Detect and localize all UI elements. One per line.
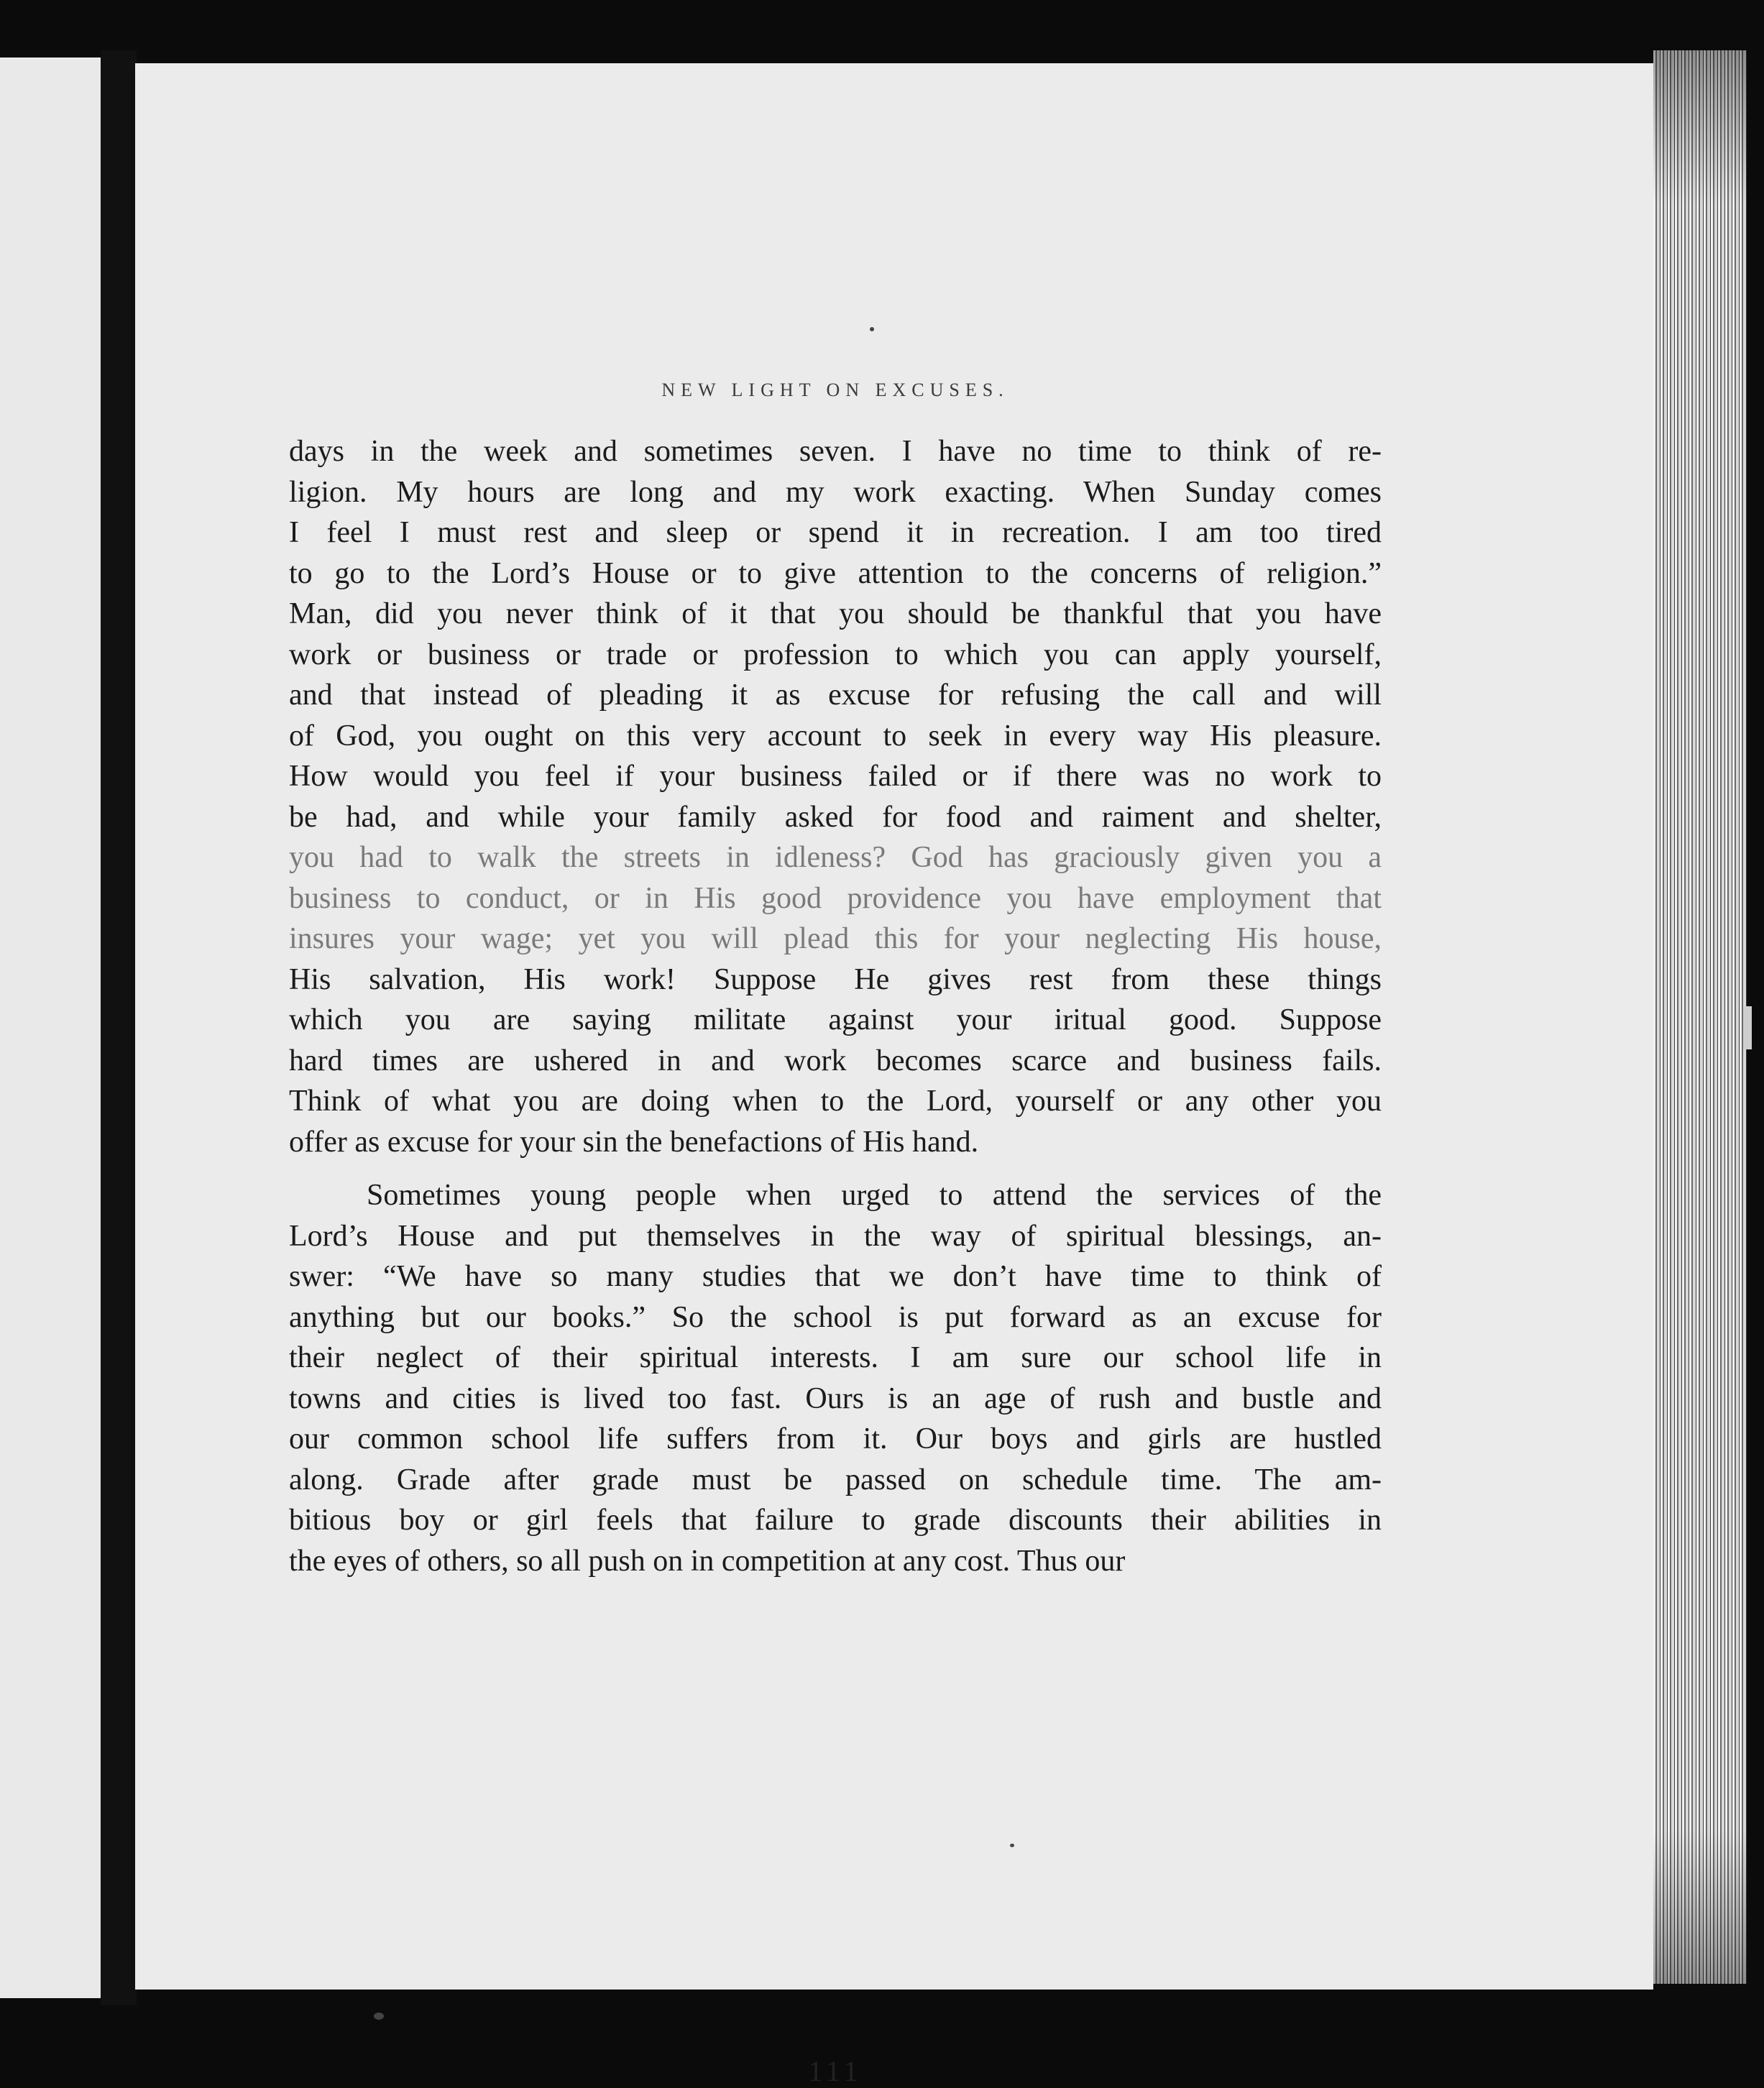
text-line: insures your wage; yet you will plead this for your neglecting His house, [289, 922, 1382, 955]
running-head: NEW LIGHT ON EXCUSES. [661, 380, 1009, 400]
text-line: our common school life suffers from it. Our boys and girls are hustled [289, 1422, 1382, 1455]
book-gutter [101, 50, 137, 2005]
text-line: ligion. My hours are long and my work exacting. When Sunday comes [289, 475, 1382, 509]
paragraph [289, 1175, 1382, 1581]
facing-page-edge [0, 58, 101, 1998]
text-line: swer: “We have so many studies that we don’t have time to think of [289, 1260, 1382, 1293]
text-line: Sometimes young people when urged to attend the services of the [367, 1179, 1382, 1212]
text-line: hard times are ushered in and work becomes scarce and business fails. [289, 1044, 1382, 1077]
page-edge-mark [1743, 1006, 1752, 1049]
paragraph-gap [289, 1162, 1382, 1175]
dust-speck [374, 2013, 384, 2020]
text-line: I feel I must rest and sleep or spend it in recreation. I am too tired [289, 516, 1382, 549]
text-line: the eyes of others, so all push on in competition at any cost. Thus our [289, 1544, 1126, 1578]
text-line: to go to the Lord’s House or to give attention to the concerns of religion.” [289, 556, 1382, 590]
text-line: be had, and while your family asked for food and raiment and shelter, [289, 800, 1382, 834]
text-line: work or business or trade or profession to which you can apply yourself, [289, 638, 1382, 671]
text-line: Lord’s House and put themselves in the way of spiritual blessings, an- [289, 1219, 1382, 1253]
page-edges-shadow [1653, 50, 1747, 1984]
text-line: Man, did you never think of it that you should be thankful that you have [289, 597, 1382, 630]
text-line: His salvation, His work! Suppose He gives rest from these things [289, 962, 1382, 996]
text-line: offer as excuse for your sin the benefactions of His hand. [289, 1125, 979, 1159]
dust-speck [1010, 1844, 1014, 1847]
text-line: Think of what you are doing when to the Lord, yourself or any other you [289, 1085, 1382, 1118]
text-line: along. Grade after grade must be passed on schedule time. The am- [289, 1463, 1382, 1496]
paragraph [289, 431, 1382, 1162]
page-number: 111 [808, 2055, 863, 2087]
text-line: you had to walk the streets in idleness? God has graciously given you a [289, 841, 1382, 874]
page-text-block [289, 380, 1382, 2087]
text-line: bitious boy or girl feels that failure to grade discounts their abilities in [289, 1504, 1382, 1537]
text-line: business to conduct, or in His good providence you have employment that [289, 881, 1382, 915]
text-line: towns and cities is lived too fast. Ours is an age of rush and bustle and [289, 1381, 1382, 1415]
text-line: anything but our books.” So the school is put forward as an excuse for [289, 1300, 1382, 1334]
text-line: which you are saying militate against your iritual good. Suppose [289, 1003, 1382, 1036]
text-line: How would you feel if your business failed or if there was no work to [289, 760, 1382, 793]
dust-speck [870, 327, 874, 331]
text-line: their neglect of their spiritual interests. I am sure our school life in [289, 1341, 1382, 1374]
text-line: of God, you ought on this very account to seek in every way His pleasure. [289, 719, 1382, 753]
text-line: days in the week and sometimes seven. I have no time to think of re- [289, 435, 1382, 468]
text-line: and that instead of pleading it as excuse for refusing the call and will [289, 679, 1382, 712]
